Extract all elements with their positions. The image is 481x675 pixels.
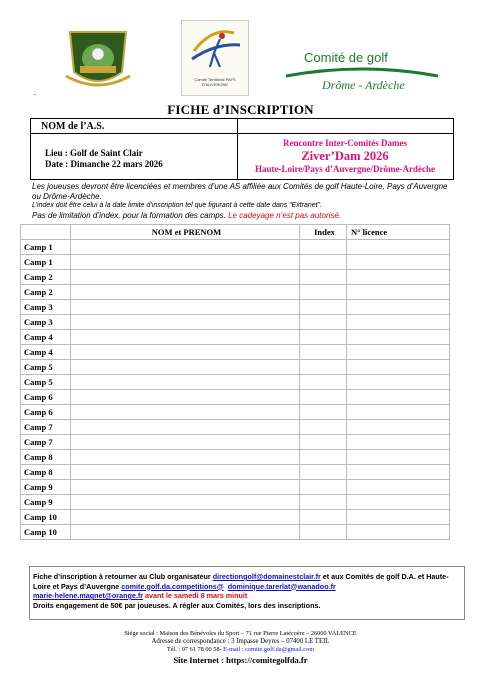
- index-cell[interactable]: [300, 420, 347, 435]
- licence-cell[interactable]: [347, 420, 450, 435]
- licence-cell[interactable]: [347, 300, 450, 315]
- phone-text: Tél. : 07 61 78 00 58-: [166, 646, 224, 653]
- licence-cell[interactable]: [347, 255, 450, 270]
- table-row: [21, 345, 450, 360]
- licence-cell[interactable]: [347, 510, 450, 525]
- table-row: [21, 510, 450, 525]
- footer-instructions-box: [29, 566, 465, 620]
- website-text: Site Internet : https://comitegolfda.fr: [173, 655, 308, 665]
- name-cell[interactable]: [71, 255, 300, 270]
- event-regions: Haute-Loire/Pays d’Auvergne/Drôme-Ardèche: [254, 164, 436, 174]
- index-cell[interactable]: [300, 300, 347, 315]
- licence-cell[interactable]: [347, 240, 450, 255]
- name-cell[interactable]: [71, 510, 300, 525]
- logo-comite-text: Comité de golf: [304, 50, 388, 65]
- comite-email-link[interactable]: comite.golf.da@gmail.com: [245, 646, 315, 653]
- camp-label: Camp 1: [21, 240, 71, 255]
- note-limits: [32, 211, 452, 221]
- name-cell[interactable]: [71, 240, 300, 255]
- index-cell[interactable]: [300, 360, 347, 375]
- stray-dot: .: [34, 88, 36, 97]
- table-row: [21, 420, 450, 435]
- contact-line: [0, 646, 481, 655]
- camp-label: Camp 3: [21, 300, 71, 315]
- name-cell[interactable]: [71, 405, 300, 420]
- licence-cell[interactable]: [347, 345, 450, 360]
- name-cell[interactable]: [71, 465, 300, 480]
- name-cell[interactable]: [71, 480, 300, 495]
- table-row: [21, 495, 450, 510]
- email-label: E-mail :: [223, 646, 246, 653]
- table-row: [21, 270, 450, 285]
- table-row: [21, 465, 450, 480]
- camp-label: Camp 7: [21, 435, 71, 450]
- licence-cell[interactable]: [347, 435, 450, 450]
- licence-cell[interactable]: [347, 525, 450, 540]
- name-cell[interactable]: [71, 390, 300, 405]
- header-camp: [21, 225, 71, 240]
- registration-table: [20, 224, 450, 540]
- licence-cell[interactable]: [347, 330, 450, 345]
- header-nom-prenom: NOM et PRENOM: [71, 225, 300, 240]
- camp-label: Camp 8: [21, 450, 71, 465]
- index-cell[interactable]: [300, 510, 347, 525]
- camp-label: Camp 2: [21, 285, 71, 300]
- camp-label: Camp 2: [21, 270, 71, 285]
- page-title: FICHE d’INSCRIPTION: [167, 102, 314, 117]
- licence-cell[interactable]: [347, 405, 450, 420]
- licence-cell[interactable]: [347, 480, 450, 495]
- email-club-link[interactable]: directiongolf@domainestclair.fr: [212, 572, 321, 581]
- camp-label: Camp 5: [21, 360, 71, 375]
- email-comite-link[interactable]: comite.golf.da.competitions@: [121, 581, 224, 591]
- comite-golf-drome-ardeche-logo: [284, 50, 440, 96]
- camp-label: Camp 6: [21, 390, 71, 405]
- note-limits-text: Pas de limitation d’index, pour la formation des camps.: [32, 210, 229, 220]
- table-row: [21, 285, 450, 300]
- correspondence-address: Adresse de correspondance : 3 Impasse Deyres – 07400 LE TEIL: [151, 638, 330, 645]
- index-cell[interactable]: [300, 375, 347, 390]
- fee-text: Droits engagement de 50€ par joueuses. A régler aux Comités, lors des inscriptions.: [33, 600, 321, 610]
- table-row: [21, 450, 450, 465]
- index-cell[interactable]: [300, 390, 347, 405]
- index-cell[interactable]: [300, 495, 347, 510]
- table-row: [21, 405, 450, 420]
- camp-label: Camp 4: [21, 345, 71, 360]
- index-cell[interactable]: [300, 330, 347, 345]
- index-cell[interactable]: [300, 525, 347, 540]
- index-cell[interactable]: [300, 450, 347, 465]
- header-licence: N° licence: [347, 225, 450, 240]
- table-row: [21, 330, 450, 345]
- haute-loire-golf-logo: [60, 24, 136, 90]
- index-cell[interactable]: [300, 315, 347, 330]
- name-cell[interactable]: [71, 285, 300, 300]
- table-row: [21, 525, 450, 540]
- name-cell[interactable]: [71, 315, 300, 330]
- table-row: [21, 300, 450, 315]
- date-text: Date : Dimanche 22 mars 2026: [45, 159, 163, 169]
- licence-cell[interactable]: [347, 315, 450, 330]
- table-row: [21, 480, 450, 495]
- event-name: Ziver’Dam 2026: [301, 149, 389, 163]
- index-cell[interactable]: [300, 345, 347, 360]
- name-cell[interactable]: [71, 360, 300, 375]
- camp-label: Camp 7: [21, 420, 71, 435]
- licence-cell[interactable]: [347, 270, 450, 285]
- table-row: [21, 255, 450, 270]
- nom-as-label: NOM de l’A.S.: [41, 121, 105, 132]
- name-cell[interactable]: [71, 345, 300, 360]
- camp-label: Camp 5: [21, 375, 71, 390]
- index-cell[interactable]: [300, 465, 347, 480]
- note-cadeyage: Le cadeyage n’est pas autorisé.: [228, 210, 342, 220]
- email-magnet-link[interactable]: marie-helene.magnet@orange.fr: [33, 591, 144, 600]
- table-row: [21, 240, 450, 255]
- table-row: [21, 435, 450, 450]
- index-cell[interactable]: [300, 405, 347, 420]
- table-row: [21, 315, 450, 330]
- email-tarerlat-link[interactable]: dominique.tarerlat@wanadoo.fr: [227, 581, 336, 591]
- note-eligibility: Les joueuses devront être licenciées et membres d’une AS affiliée aux Comités de golf Haute-Loire, Pays d’Auvergne ou Drôme-Ardèche.: [32, 182, 448, 201]
- name-cell[interactable]: [71, 420, 300, 435]
- licence-cell[interactable]: [347, 465, 450, 480]
- index-cell[interactable]: [300, 435, 347, 450]
- logo-region-text: Drôme - Ardèche: [322, 78, 405, 92]
- table-header-row: [21, 225, 450, 240]
- licence-cell[interactable]: [347, 495, 450, 510]
- licence-cell[interactable]: [347, 375, 450, 390]
- camp-label: Camp 6: [21, 405, 71, 420]
- index-cell[interactable]: [300, 255, 347, 270]
- siege-social: Siège social : Maison des Bénévoles du Sport – 71 rue Pierre Latécoère – 26000 VALENCE: [124, 630, 357, 637]
- name-cell[interactable]: [71, 270, 300, 285]
- lieu-text: Lieu : Golf de Saint Clair: [45, 148, 143, 158]
- camp-label: Camp 9: [21, 495, 71, 510]
- note-index: L’index doit être celui à la date limite d’inscription tel que figurant à cette date dans “Extranet”.: [32, 202, 322, 210]
- camp-label: Camp 3: [21, 315, 71, 330]
- camp-label: Camp 9: [21, 480, 71, 495]
- index-cell[interactable]: [300, 285, 347, 300]
- deadline-text: avant le samedi 8 mars minuit: [143, 591, 248, 600]
- event-header-box: [30, 118, 454, 180]
- name-cell[interactable]: [71, 375, 300, 390]
- logo-caption: Comité Territorial PAYS D'AUVERGNE: [194, 77, 236, 87]
- licence-cell[interactable]: [347, 285, 450, 300]
- camp-label: Camp 10: [21, 525, 71, 540]
- name-cell[interactable]: [71, 300, 300, 315]
- licence-cell[interactable]: [347, 390, 450, 405]
- footer-text-2: et aux Comités de golf D.A. et Haute-Loire et Pays d’Auvergne: [33, 572, 449, 591]
- header-index: Index: [300, 225, 347, 240]
- lieu-date: [45, 148, 163, 170]
- event-subtitle: Rencontre Inter-Comités Dames: [283, 138, 407, 148]
- name-cell[interactable]: [71, 525, 300, 540]
- licence-cell[interactable]: [347, 450, 450, 465]
- index-cell[interactable]: [300, 480, 347, 495]
- table-row: [21, 375, 450, 390]
- name-cell[interactable]: [71, 450, 300, 465]
- comite-territorial-auvergne-logo: [181, 20, 249, 96]
- footer-text-1: Fiche d’inscription à retourner au Club organisateur: [33, 572, 213, 581]
- camp-label: Camp 10: [21, 510, 71, 525]
- index-cell[interactable]: [300, 240, 347, 255]
- licence-cell[interactable]: [347, 360, 450, 375]
- name-cell[interactable]: [71, 330, 300, 345]
- camp-label: Camp 4: [21, 330, 71, 345]
- table-row: [21, 390, 450, 405]
- index-cell[interactable]: [300, 270, 347, 285]
- registration-notes: [32, 182, 452, 220]
- name-cell[interactable]: [71, 495, 300, 510]
- camp-label: Camp 8: [21, 465, 71, 480]
- table-row: [21, 360, 450, 375]
- name-cell[interactable]: [71, 435, 300, 450]
- camp-label: Camp 1: [21, 255, 71, 270]
